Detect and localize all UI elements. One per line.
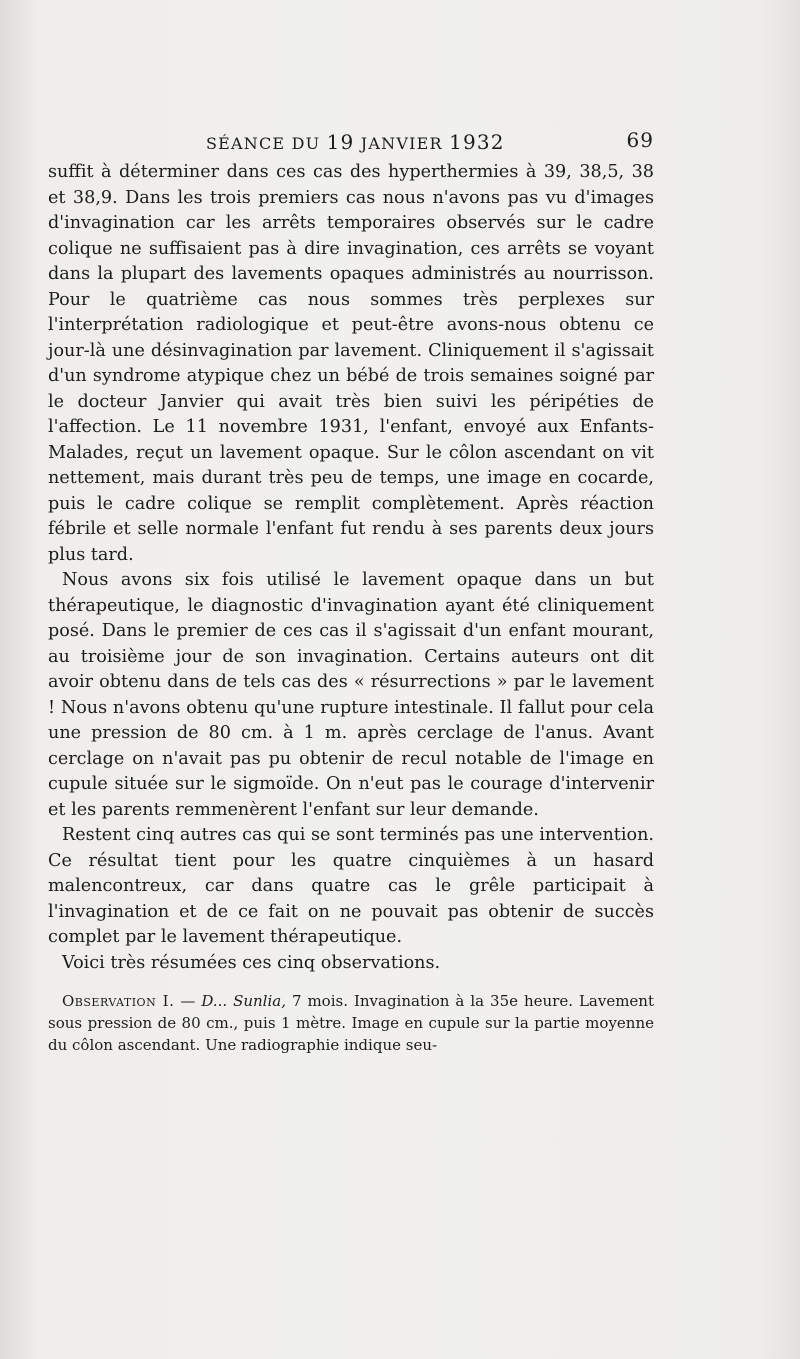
running-title-month: JANVIER: [354, 134, 450, 153]
paragraph-summary-intro: Voici très résumées ces cinq observations.: [62, 952, 441, 973]
body-text: [48, 160, 654, 976]
running-title-prefix: SÉANCE DU: [206, 134, 327, 153]
observation-dash: —: [174, 992, 202, 1010]
running-title-year: 1932: [449, 130, 505, 154]
observation-text: 7 mois. Invagination à la 35e heure. Lavement sous pression de 80 cm., puis 1 mètre. Image en cupule sur la partie moyenne du côlon ascendant. Une radiographie indique seu-: [48, 992, 655, 1054]
observation-patient: D... Sunlia,: [201, 992, 286, 1010]
observation-entry: [48, 990, 654, 1056]
running-head: [48, 128, 654, 160]
paragraph-continued: suffit à déterminer dans ces cas des hyperthermies à 39, 38,5, 38 et 38,9. Dans les trois premiers cas nous n'avons pas vu d'images d'invagination car les arrêts temporaires observés sur le cadre colique ne suffisaient pas à dire invagination, ces arrêts se voyant dans la plupart des lavements opaques administrés au nourrisson. Pour le quatrième cas nous sommes très perplexes sur l'interprétation radiologique et peut-être avons-nous obtenu ce jour-là une désinvagination par lavement. Cliniquement il s'agissait d'un syndrome atypique chez un bébé de trois semaines soigné par le docteur Janvier qui avait très bien suivi les péripéties de l'affection. Le 11 novembre 1931, l'enfant, envoyé aux Enfants-Malades, reçut un lavement opaque. Sur le côlon ascendant on vit nettement, mais durant très peu de temps, une image en cocarde, puis le cadre colique se remplit complètement. Après réaction fébrile et selle normale l'enfant fut rendu à ses parents deux jours plus tard.: [48, 162, 654, 565]
paragraph-remaining-cases: Restent cinq autres cas qui se sont terminés pas une intervention. Ce résultat tient pour les quatre cinquièmes à un hasard malencontreux, car dans quatre cas le grêle participait à l'invagination et de ce fait on ne pouvait pas obtenir de succès complet par le lavement thérapeutique.: [48, 825, 654, 947]
page-content: [48, 128, 654, 1056]
running-title: [206, 130, 505, 154]
page-number: 69: [626, 128, 654, 152]
running-title-day: 19: [326, 130, 355, 154]
paragraph-therapeutic: Nous avons six fois utilisé le lavement opaque dans un but thérapeutique, le diagnostic d'invagination ayant été cliniquement posé. Dans le premier de ces cas il s'agissait d'un enfant mourant, au troisième jour de son invagination. Certains auteurs ont dit avoir obtenu dans de tels cas des « résurrections » par le lavement ! Nous n'avons obtenu qu'une rupture intestinale. Il fallut pour cela une pression de 80 cm. à 1 m. après cerclage de l'anus. Avant cerclage on n'avait pas pu obtenir de recul notable de l'image en cupule située sur le sigmoïde. On n'eut pas le courage d'intervenir et les parents remmenèrent l'enfant sur leur demande.: [48, 570, 654, 820]
observation-label: Observation I.: [62, 992, 175, 1010]
